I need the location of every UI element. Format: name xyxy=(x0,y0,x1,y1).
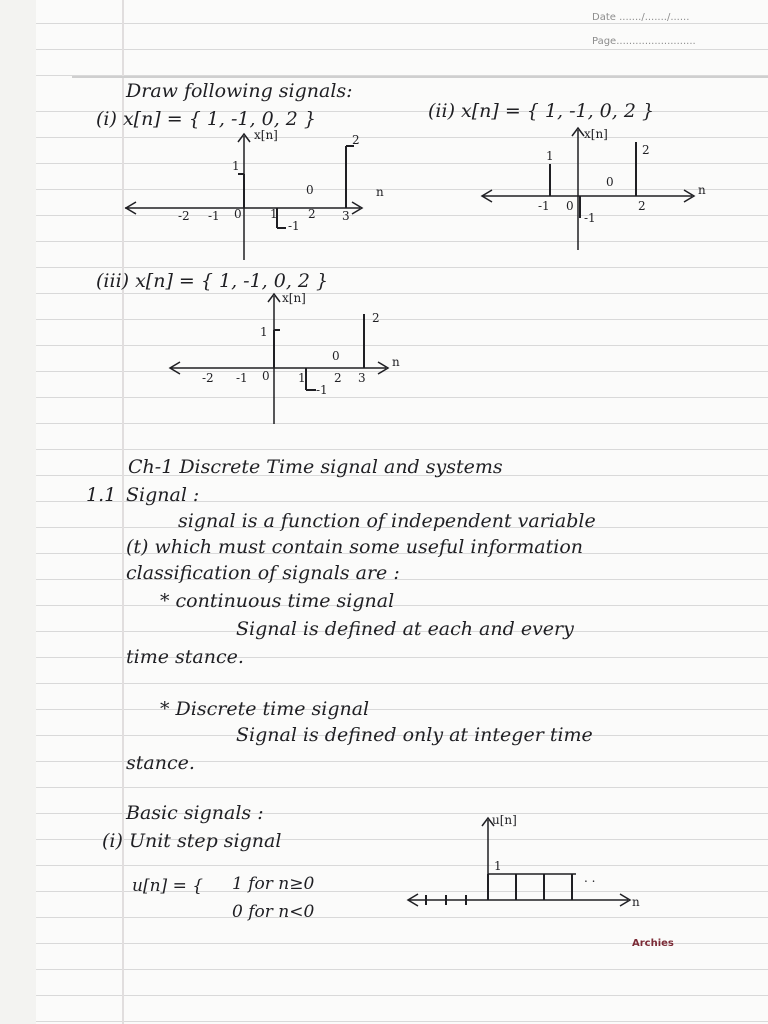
continuous-body: time stance. xyxy=(126,646,244,668)
signal-1-value: 0 xyxy=(306,183,314,197)
signal-3-tick: -2 xyxy=(202,371,214,385)
task-title: Draw following signals: xyxy=(126,80,353,102)
signal-2-label: (ii) x[n] = { 1, -1, 0, 2 } xyxy=(428,100,655,122)
signal-1-tick: 1 xyxy=(270,207,278,221)
date-label: Date ......./......./...... xyxy=(592,12,690,23)
signal-2-tick: -1 xyxy=(538,199,550,213)
signal-1-tick: 3 xyxy=(342,209,350,223)
signal-1-label: (i) x[n] = { 1, -1, 0, 2 } xyxy=(96,108,316,130)
signal-3-tick: -1 xyxy=(236,371,248,385)
section-number: 1.1 xyxy=(86,484,117,506)
header-rule xyxy=(72,76,768,78)
signal-1-value: -1 xyxy=(288,219,300,233)
unit-step-def: u[n] = { xyxy=(132,876,204,896)
signal-1-tick: -2 xyxy=(178,209,190,223)
chapter-heading: Ch-1 Discrete Time signal and systems xyxy=(128,456,503,478)
unit-step-plot xyxy=(404,808,644,912)
signal-3-tick: 2 xyxy=(334,371,342,385)
signal-2-n-label: n xyxy=(698,183,706,197)
signal-1-plot xyxy=(120,128,384,260)
discrete-body: Signal is defined only at integer time xyxy=(236,724,593,746)
signal-2-axis-label: x[n] xyxy=(584,127,608,141)
basic-heading: Basic signals : xyxy=(126,802,264,824)
unit-step-n-label: n xyxy=(632,895,640,909)
signal-1-value: 1 xyxy=(232,159,240,173)
signal-2-tick: 2 xyxy=(638,199,646,213)
signal-3-value: 1 xyxy=(260,325,268,339)
signal-1-tick: 2 xyxy=(308,207,316,221)
signal-2-plot xyxy=(480,124,706,252)
page-label: Page......................... xyxy=(592,36,696,47)
body-line: classification of signals are : xyxy=(126,562,400,584)
signal-1-axis-label: x[n] xyxy=(254,128,278,142)
discrete-body: stance. xyxy=(126,752,195,774)
signal-2-value: -1 xyxy=(584,211,596,225)
unit-step-one-label: 1 xyxy=(494,859,502,873)
signal-3-plot xyxy=(166,290,406,426)
signal-1-tick: 0 xyxy=(234,207,242,221)
unit-step-case: 0 for n<0 xyxy=(232,902,315,922)
signal-3-label: (iii) x[n] = { 1, -1, 0, 2 } xyxy=(96,270,329,292)
brand-logo: Archies xyxy=(632,938,674,949)
unit-step-plot-label: u[n] xyxy=(492,813,517,827)
signal-1-value: 2 xyxy=(352,133,360,147)
signal-2-value: 0 xyxy=(606,175,614,189)
signal-2-tick: 0 xyxy=(566,199,574,213)
section-title: Signal : xyxy=(126,484,200,506)
signal-2-value: 1 xyxy=(546,149,554,163)
signal-1-tick: -1 xyxy=(208,209,220,223)
unit-step-heading: (i) Unit step signal xyxy=(102,830,282,852)
signal-3-axis-label: x[n] xyxy=(282,291,306,305)
signal-3-n-label: n xyxy=(392,355,400,369)
signal-3-value: 0 xyxy=(332,349,340,363)
signal-3-tick: 0 xyxy=(262,369,270,383)
unit-step-dots: . . xyxy=(584,871,596,885)
signal-2-value: 2 xyxy=(642,143,650,157)
signal-3-value: -1 xyxy=(316,383,328,397)
unit-step-case: 1 for n≥0 xyxy=(232,874,315,894)
discrete-heading: * Discrete time signal xyxy=(160,698,370,720)
body-line: signal is a function of independent variable xyxy=(178,510,596,532)
body-line: (t) which must contain some useful information xyxy=(126,536,584,558)
signal-1-n-label: n xyxy=(376,185,384,199)
continuous-body: Signal is defined at each and every xyxy=(236,618,574,640)
signal-3-tick: 1 xyxy=(298,371,306,385)
continuous-heading: * continuous time signal xyxy=(160,590,395,612)
signal-3-tick: 3 xyxy=(358,371,366,385)
signal-3-value: 2 xyxy=(372,311,380,325)
